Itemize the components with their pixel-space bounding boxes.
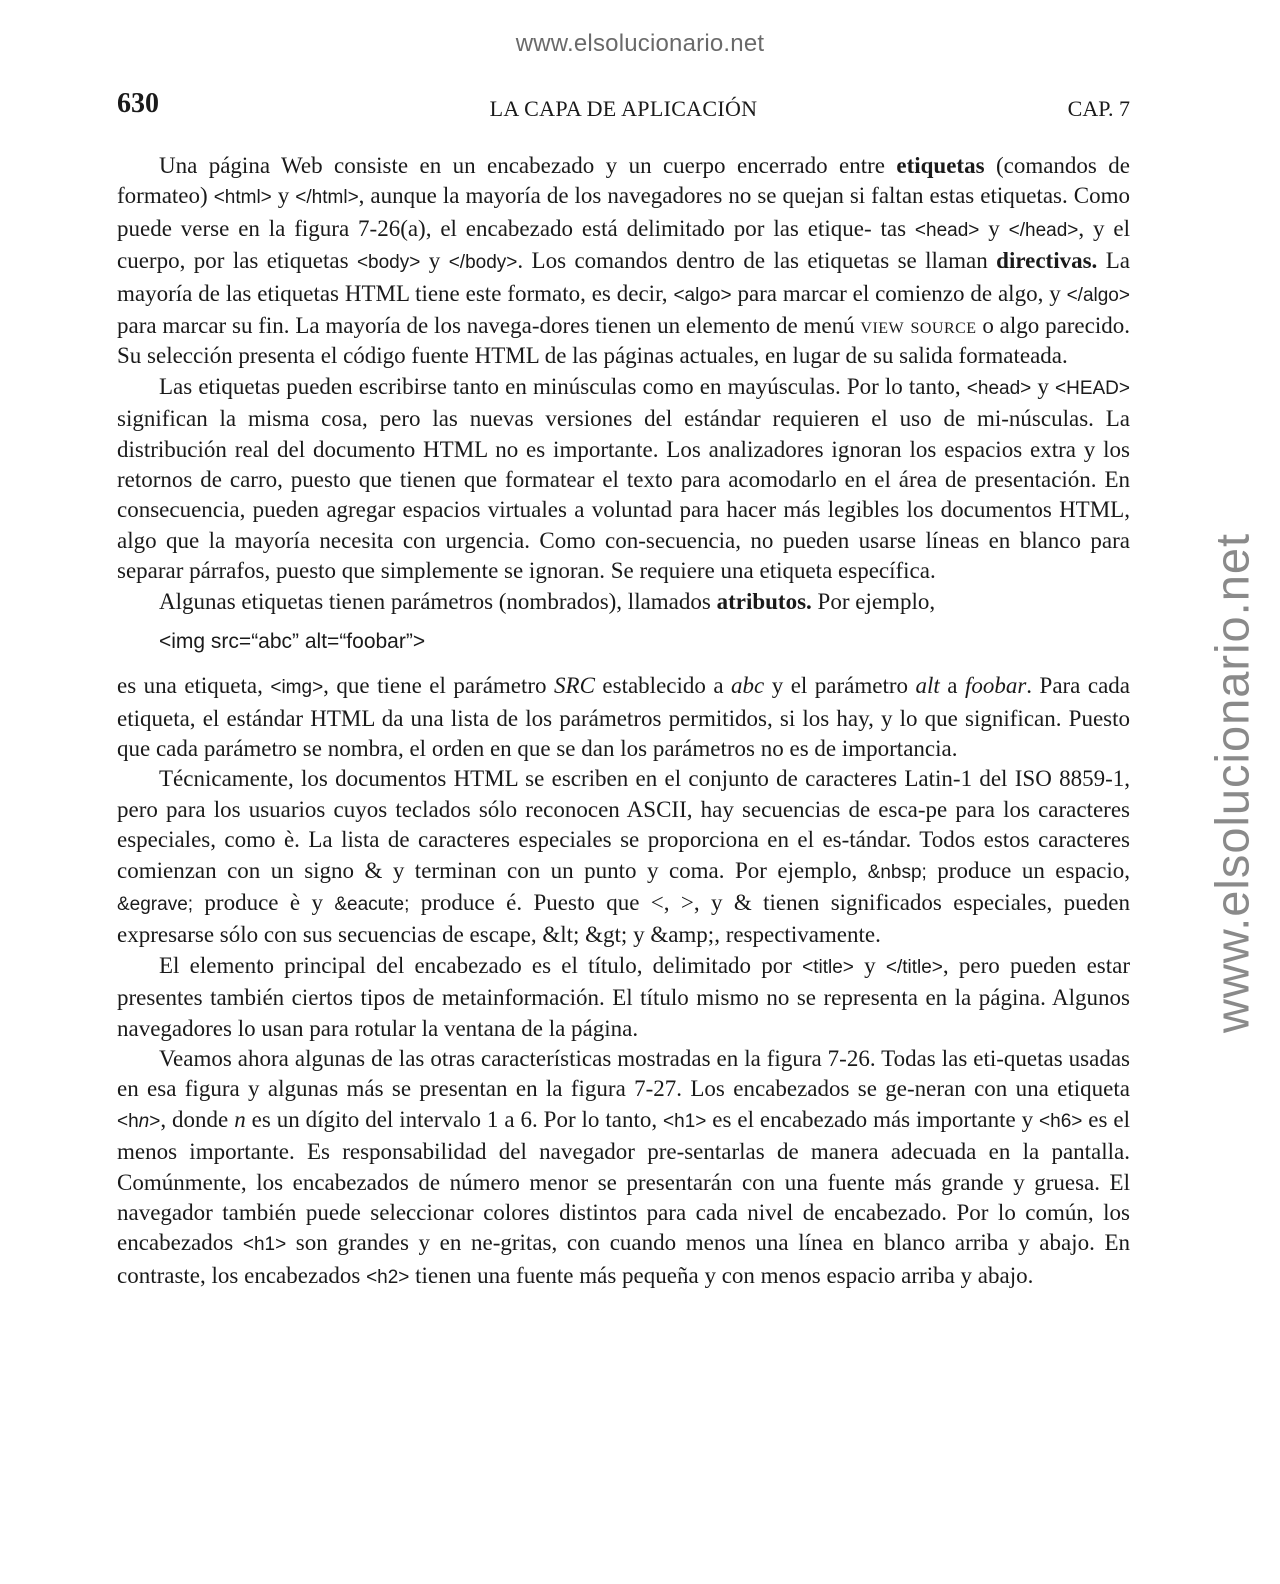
text-run: . Los comandos dentro de las etiquetas se llaman xyxy=(517,248,997,274)
paragraph-4 xyxy=(117,671,1130,764)
param-alt: alt xyxy=(915,673,940,699)
text-run: produce un espacio, xyxy=(926,857,1130,883)
text-run: La mayoría de las etiquetas HTML tiene este formato, es decir, xyxy=(117,248,1130,306)
term-directivas: directivas. xyxy=(996,248,1098,274)
tag-code: <h2> xyxy=(366,1266,410,1288)
text-run: significan la misma cosa, pero las nuevas versiones del estándar requieren el uso de mi-núsculas. La distribución real del documento HTML no es importante. Los analizadores ignoran los espacios extra y los retornos de carro, puesto que tienen que formatear el texto para acomodarlo en el área de presentación. En consecuencia, pueden agregar espacios virtuales a voluntad para hacer más legibles los documentos HTML, algo que la mayoría necesita con urgencia. Como con-secuencia, no pueden usarse líneas en blanco para separar párrafos, puesto que simplemente se ignoran. Se requiere una etiqueta específica. xyxy=(117,406,1130,584)
text-run: a xyxy=(939,673,965,699)
tag-code: <algo> xyxy=(673,284,732,306)
body-text xyxy=(117,151,1130,1293)
tag-code: <html> xyxy=(213,187,272,209)
paragraph-2 xyxy=(117,372,1130,587)
text-run: y xyxy=(853,952,886,978)
term-etiquetas: etiquetas xyxy=(896,153,985,178)
paragraph-7 xyxy=(117,1044,1130,1293)
paragraph-1 xyxy=(117,151,1130,372)
text-run: El elemento principal del encabezado es el título, delimitado por xyxy=(159,952,803,978)
tag-code: <title> xyxy=(802,956,854,978)
code-example: <img src=“abc” alt=“foobar”> xyxy=(159,630,426,654)
text-run: , y el cuerpo, por las etiquetas xyxy=(117,215,1130,274)
text-run: y el parámetro xyxy=(764,673,916,699)
tag-code: </body> xyxy=(448,252,518,274)
text-run: , donde xyxy=(160,1106,235,1132)
tag-code: <h1> xyxy=(242,1234,287,1256)
var-n: n xyxy=(234,1106,246,1132)
param-src: SRC xyxy=(554,673,595,699)
text-run: o algo parecido. Su selección presenta el código fuente HTML de las páginas actuales, en lugar de su salida formateada. xyxy=(117,313,1130,369)
tag-code: <HEAD> xyxy=(1055,377,1130,399)
page-number: 630 xyxy=(117,88,159,119)
text-run: Las etiquetas pueden escribirse tanto en minúsculas como en mayúsculas. Por lo tanto, xyxy=(159,373,967,399)
text-run: Veamos ahora algunas de las otras características mostradas en la figura 7-26. Todas las eti-quetas usadas en esa figura y algunas más se presentan en la figura 7-27. Los encabezados se ge-neran con una etiqueta xyxy=(117,1045,1130,1102)
paragraph-6 xyxy=(117,951,1130,1044)
text-run: Una página Web consiste en un encabezado y un cuerpo encerrado entre xyxy=(159,153,897,178)
text-run: es el menos importante. Es responsabilidad del navegador pre-sentarlas de manera adecuada en la pantalla. Comúnmente, los encabezados de número menor se presentarán con una fuente más grande y gruesa. El navegador también puede seleccionar colores distintos para cada nivel de encabezado. Por lo común, los encabezados xyxy=(117,1106,1130,1256)
text-run: Algunas etiquetas tienen parámetros (nombrados), llamados xyxy=(159,588,717,614)
chapter-label: CAP. 7 xyxy=(1067,96,1130,121)
text-run: establecido a xyxy=(594,673,732,699)
text-run: produce é. Puesto que <, >, y & tienen significados especiales, pueden expresarse sólo con sus secuencias de escape, &lt; &gt; y &amp;, respectivamente. xyxy=(117,889,1130,948)
text-run: , pero pueden estar presentes también ciertos tipos de metainformación. El título mismo no se representa en la página. Algunos navegadores lo usan para rotular la ventana de la página. xyxy=(117,952,1131,1041)
text-run: tas xyxy=(880,215,915,241)
text-run: para marcar el comienzo de algo, y xyxy=(731,280,1067,306)
tag-code: <head> xyxy=(914,219,980,241)
text-run: , que tiene el parámetro xyxy=(323,673,555,699)
tag-code: </html> xyxy=(295,187,359,209)
text-run: y xyxy=(420,248,449,274)
chapter-title: LA CAPA DE APLICACIÓN xyxy=(489,96,758,121)
text-run: (comandos de formateo) xyxy=(117,153,1130,209)
text-run: produce è y xyxy=(193,889,335,915)
tag-code: </algo> xyxy=(1066,284,1130,306)
tag-code: <body> xyxy=(356,252,421,274)
paragraph-5 xyxy=(117,764,1130,950)
tag-close: > xyxy=(149,1110,161,1132)
entity-code: &nbsp; xyxy=(867,861,927,883)
text-run: es un dígito del intervalo 1 a 6. Por lo tanto, xyxy=(245,1106,664,1132)
paragraph-3 xyxy=(117,587,1130,617)
value-abc: abc xyxy=(731,673,765,699)
tag-code: <img> xyxy=(270,677,324,699)
tag-code xyxy=(117,1111,160,1132)
entity-code: &eacute; xyxy=(334,893,410,915)
tag-code: </head> xyxy=(1008,219,1079,241)
tag-var: n xyxy=(138,1110,150,1132)
tag-open: <h xyxy=(117,1110,139,1132)
text-run: tienen una fuente más pequeña y con menos espacio arriba y abajo. xyxy=(409,1262,1034,1288)
text-run: es una etiqueta, xyxy=(117,673,271,699)
entity-code: &egrave; xyxy=(117,893,194,915)
text-run: Por ejemplo, xyxy=(811,588,936,614)
text-run: . Para cada etiqueta, el estándar HTML da una lista de los parámetros permitidos, si los hay, y lo que significan. Puesto que cada parámetro se nombra, el orden en que se dan los parámetros no es de importancia. xyxy=(117,673,1130,761)
watermark-top: www.elsolucionario.net xyxy=(515,30,765,57)
tag-code: </title> xyxy=(885,956,943,978)
tag-code: <head> xyxy=(966,377,1032,399)
text-run: son grandes y en ne-gritas, con cuando menos una línea en blanco arriba y abajo. En contraste, los encabezados xyxy=(117,1230,1131,1288)
menu-item-name: view source xyxy=(860,313,977,339)
tag-code: <h6> xyxy=(1039,1110,1083,1132)
running-head xyxy=(117,88,1130,124)
value-foobar: foobar xyxy=(964,673,1027,699)
text-run: y xyxy=(979,215,1009,241)
watermark-side: www.elsolucionario.net xyxy=(1205,532,1259,1034)
text-run: , aunque la mayoría de los navegadores no se quejan si faltan estas etiquetas. Como puede verse en la figura 7-26(a), el encabezado está delimitado por las etique- xyxy=(117,183,1130,241)
tag-code: <h1> xyxy=(663,1110,707,1132)
text-run: y xyxy=(271,183,296,209)
text-run: Técnicamente, los documentos HTML se escriben en el conjunto de caracteres Latin-1 del ISO 8859-1, pero para los usuarios cuyos teclados sólo reconocen ASCII, hay secuencias de esca-pe para los caracteres especiales, como è. La lista de caracteres especiales se proporciona en el es-tándar. Todos estos caracteres comienzan con un signo & y terminan con un punto y coma. Por ejemplo, xyxy=(117,766,1130,883)
term-atributos: atributos. xyxy=(716,588,812,614)
text-run: es el encabezado más importante y xyxy=(706,1106,1040,1132)
text-run: y xyxy=(1031,373,1056,399)
text-run: para marcar su fin. La mayoría de los navega-dores tienen un elemento de menú xyxy=(117,313,861,339)
